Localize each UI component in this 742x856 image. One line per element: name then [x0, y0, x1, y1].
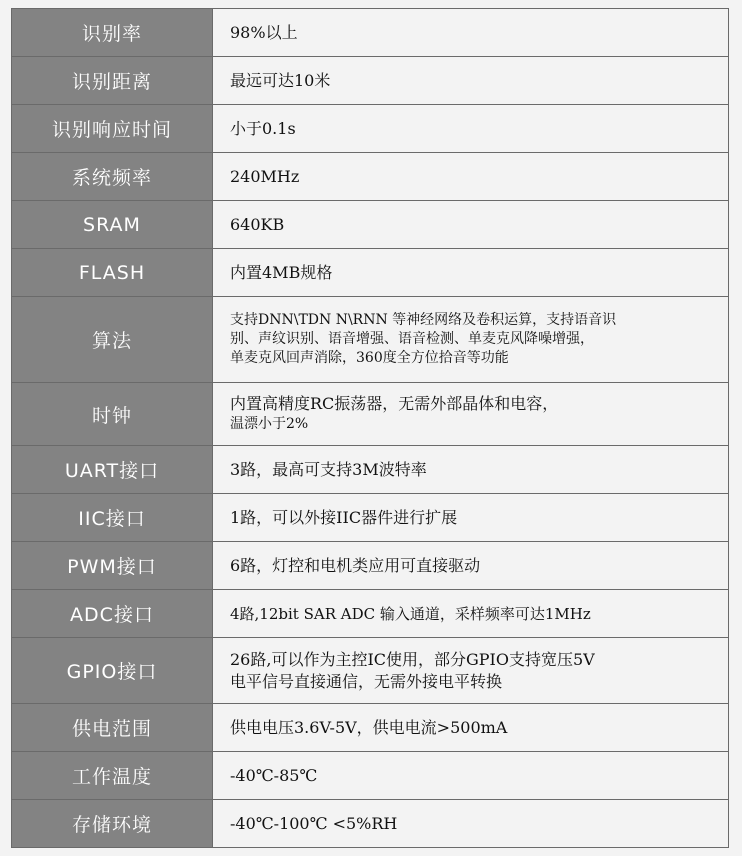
row-value: 内置4MB规格	[213, 249, 729, 297]
row-label: ADC接口	[12, 590, 213, 638]
row-value-line: 26路,可以作为主控IC使用，部分GPIO支持宽压5V	[230, 649, 595, 669]
row-value	[213, 638, 729, 704]
row-value-line: 单麦克风回声消除，360度全方位拾音等功能	[230, 350, 509, 366]
row-label: 工作温度	[12, 752, 213, 800]
row-value: -40℃-100℃ <5%RH	[213, 800, 729, 848]
row-value: 最远可达10米	[213, 57, 729, 105]
spec-table	[11, 8, 729, 848]
row-value: -40℃-85℃	[213, 752, 729, 800]
table-row	[12, 105, 729, 153]
row-value: 供电电压3.6V-5V，供电电流>500mA	[213, 704, 729, 752]
row-value: 1路，可以外接IIC器件进行扩展	[213, 494, 729, 542]
row-label: IIC接口	[12, 494, 213, 542]
table-row	[12, 153, 729, 201]
row-value-line: 支持DNN\TDN N\RNN 等神经网络及卷积运算，支持语音识	[230, 312, 617, 328]
row-value-line: 温漂小于2%	[230, 416, 309, 432]
row-label: 存储环境	[12, 800, 213, 848]
table-row	[12, 9, 729, 57]
row-label: SRAM	[12, 201, 213, 249]
table-row	[12, 383, 729, 446]
row-value: 4路,12bit SAR ADC 输入通道，采样频率可达1MHz	[213, 590, 729, 638]
row-label: 算法	[12, 297, 213, 383]
row-value: 240MHz	[213, 153, 729, 201]
row-label: 识别率	[12, 9, 213, 57]
row-label: 识别距离	[12, 57, 213, 105]
table-row	[12, 638, 729, 704]
row-label: PWM接口	[12, 542, 213, 590]
row-label: 供电范围	[12, 704, 213, 752]
row-label: 系统频率	[12, 153, 213, 201]
table-row	[12, 57, 729, 105]
row-value	[213, 383, 729, 446]
row-value: 640KB	[213, 201, 729, 249]
table-row	[12, 297, 729, 383]
table-row	[12, 542, 729, 590]
table-row	[12, 494, 729, 542]
row-value: 98%以上	[213, 9, 729, 57]
table-row	[12, 752, 729, 800]
row-value-line: 内置高精度RC振荡器，无需外部晶体和电容，	[230, 394, 559, 413]
row-value	[213, 297, 729, 383]
row-value-line: 电平信号直接通信，无需外接电平转换	[230, 671, 503, 691]
row-label: GPIO接口	[12, 638, 213, 704]
table-row	[12, 590, 729, 638]
table-row	[12, 800, 729, 848]
row-value: 6路，灯控和电机类应用可直接驱动	[213, 542, 729, 590]
table-row	[12, 201, 729, 249]
row-label: UART接口	[12, 446, 213, 494]
table-row	[12, 704, 729, 752]
row-value: 3路，最高可支持3M波特率	[213, 446, 729, 494]
table-row	[12, 249, 729, 297]
row-label: 识别响应时间	[12, 105, 213, 153]
row-label: FLASH	[12, 249, 213, 297]
table-row	[12, 446, 729, 494]
row-label: 时钟	[12, 383, 213, 446]
row-value: 小于0.1s	[213, 105, 729, 153]
row-value-line: 别、声纹识别、语音增强、语音检测、单麦克风降噪增强，	[230, 331, 594, 347]
